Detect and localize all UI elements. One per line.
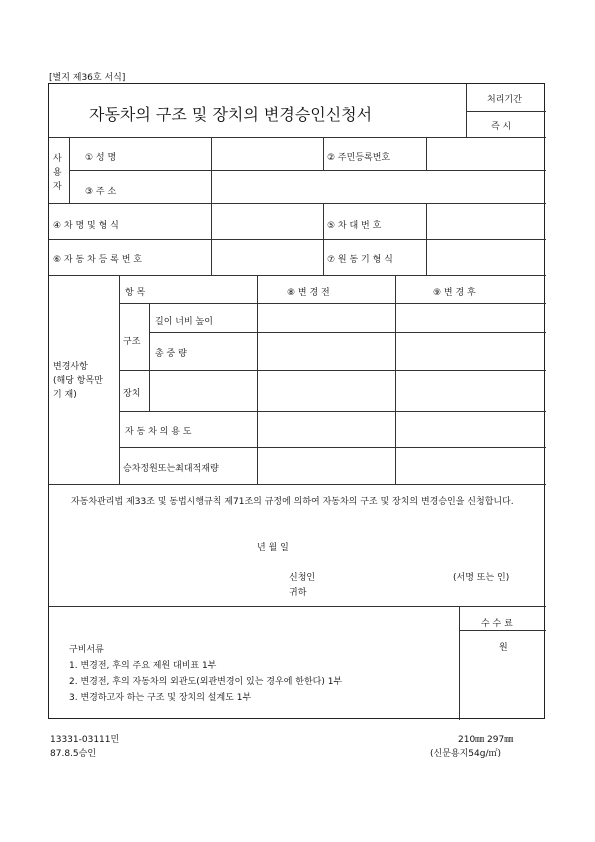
required-docs-title: 구비서류 [69,645,104,655]
paper-size: 210㎜ 297㎜ [458,735,514,745]
form-code: 13331-03111민 [50,735,120,745]
processing-period-label: 처리기간 [487,95,522,105]
change-section-label: 변경사항 (해당 항목만 기 재) [53,362,103,400]
applicant-label: 신청인 [289,573,316,583]
paper-type: (신문용지54g/㎡) [430,749,501,759]
fee-unit: 원 [499,643,508,653]
before-header: ⑧ 변 경 전 [287,288,330,298]
device-label: 장치 [123,389,141,399]
processing-period-value: 즉 시 [491,122,512,132]
rrn-label: ② 주민등록번호 [327,153,391,163]
statement-text: 자동차관리법 제33조 및 동법시행규칙 제71조의 규정에 의하여 자동차의 구조 및 장치의 변경승인을 신청합니다. [71,497,514,507]
item-header: 항 목 [125,288,146,298]
registration-number-label: ⑥ 자 동 차 등 록 번 호 [53,255,142,265]
required-doc-2: 2. 변경전, 후의 자동차의 외관도(외관변경이 있는 경우에 한한다) 1부 [69,677,343,687]
date-line: 년 월 일 [257,543,289,553]
vehicle-model-label: ④ 차 명 및 형 식 [53,221,119,231]
structure-label: 구조 [123,337,141,347]
name-label: ① 성 명 [85,153,117,163]
signature-label: (서명 또는 인) [453,573,510,583]
required-doc-3: 3. 변경하고자 하는 구조 및 장치의 설계도 1부 [69,693,252,703]
dimensions-label: 길이 너비 높이 [155,317,213,327]
after-header: ⑨ 변 경 후 [433,288,476,298]
address-label: ③ 주 소 [85,187,117,197]
engine-type-label: ⑦ 원 동 기 형 식 [327,255,393,265]
gross-weight-label: 총 중 량 [155,349,187,359]
user-section-label: 사 용 자 [53,154,62,192]
form-label: [별지 제36호 서식] [49,73,126,83]
form-title: 자동차의 구조 및 장치의 변경승인신청서 [89,105,373,124]
fee-label: 수 수 료 [481,619,513,629]
form-frame [48,83,545,719]
capacity-label: 승차정원또는최대적재량 [123,464,219,474]
required-doc-1: 1. 변경전, 후의 주요 제원 대비표 1부 [69,661,217,671]
chassis-number-label: ⑤ 차 대 번 호 [327,221,382,231]
recipient-label: 귀하 [289,588,307,598]
usage-label: 자 동 차 의 용 도 [125,427,192,437]
approval-date: 87.8.5승인 [50,749,97,759]
